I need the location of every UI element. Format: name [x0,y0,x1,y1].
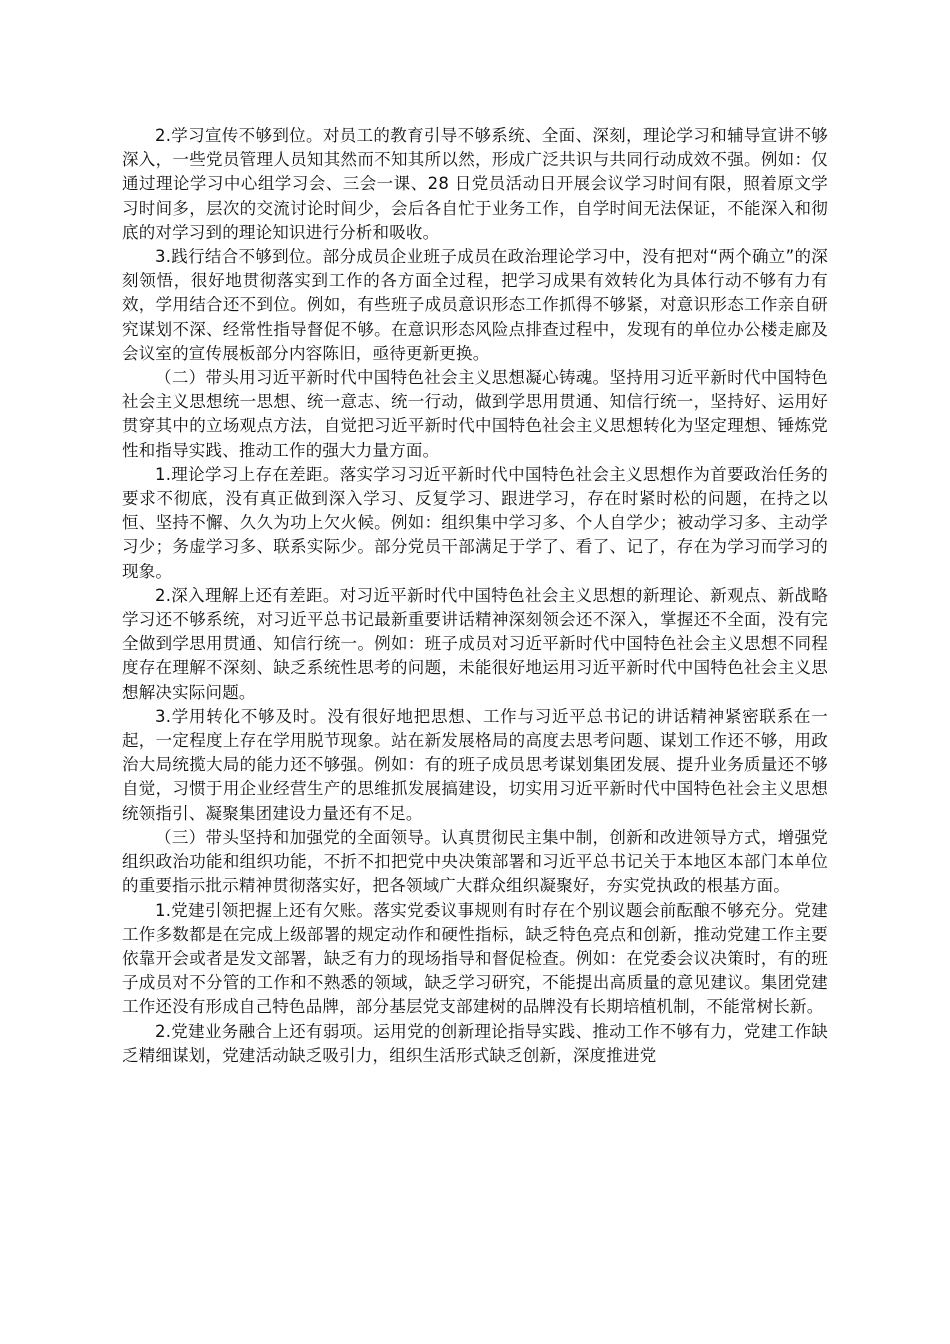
paragraph-party-building-lead: 1.党建引领把握上还有欠账。落实党委议事规则有时存在个别议题会前酝酿不够充分。党建工作多数都是在完成上级部署的规定动作和硬性指标，缺乏特色亮点和创新，推动党建工作主要依靠开会或者是发文部署，缺乏有力的现场指导和督促检查。例如：在党委会议决策时，有的班子成员对不分管的工作和不熟悉的领域，缺乏学习研究，不能提出高质量的意见建议。集团党建工作还没有形成自己特色品牌，部分基层党支部建树的品牌没有长期培植机制，不能常树长新。 [122,900,828,1017]
paragraph-practice-integration: 3.践行结合不够到位。部分成员企业班子成员在政治理论学习中，没有把对“两个确立”的深刻领悟，很好地贯彻落实到工作的各方面全过程，把学习成果有效转化为具体行动不够有力有效，学用结合还不到位。例如，有些班子成员意识形态工作抓得不够紧，对意识形态工作亲自研究谋划不深、经常性指导督促不够。在意识形态风险点排查过程中，发现有的单位办公楼走廊及会议室的宣传展板部分内容陈旧，亟待更新更换。 [122,247,828,363]
document-page [122,124,828,1068]
paragraph-party-business-integration: 2.党建业务融合上还有弱项。运用党的创新理论指导实践、推动工作不够有力，党建工作缺乏精细谋划，党建活动缺乏吸引力，组织生活形式缺乏创新，深度推进党 [122,1021,828,1065]
paragraph-learning-application: 3.学用转化不够及时。没有很好地把思想、工作与习近平总书记的讲话精神紧密联系在一起，一定程度上存在学用脱节现象。站在新发展格局的高度去思考问题、谋划工作还不够，用政治大局统揽大局的能力还不够强。例如：有的班子成员思考谋划集团发展、提升业务质量还不够自觉，习惯于用企业经营生产的思维抓发展搞建设，切实用习近平新时代中国特色社会主义思想统领指引、凝聚集团建设力量还有不足。 [122,706,828,823]
paragraph-deep-understanding: 2.深入理解上还有差距。对习近平新时代中国特色社会主义思想的新理论、新观点、新战略学习还不够系统，对习近平总书记最新重要讲话精神深刻领会还不深入，掌握还不全面，没有完全做到学思用贯通、知信行统一。例如：班子成员对习近平新时代中国特色社会主义思想不同程度存在理解不深刻、缺乏系统性思考的问题，未能很好地运用习近平新时代中国特色社会主义思想解决实际问题。 [122,585,828,702]
paragraph-learning-publicity: 2.学习宣传不够到位。对员工的教育引导不够系统、全面、深刻，理论学习和辅导宣讲不够深入，一些党员管理人员知其然而不知其所以然，形成广泛共识与共同行动成效不强。例如：仅通过理论学习中心组学习会、三会一课、28 日党员活动日开展会议学习时间有限，照着原文学习时间多，层次的交流讨论时间少，会后各自忙于业务工作，自学时间无法保证，不能深入和彻底的对学习到的理论知识进行分析和吸收。 [122,126,828,242]
section-heading-2-paragraph: （二）带头用习近平新时代中国特色社会主义思想凝心铸魂。坚持用习近平新时代中国特色社会主义思想统一思想、统一意志、统一行动，做到学思用贯通、知信行统一，坚持好、运用好贯穿其中的立场观点方法，自觉把习近平新时代中国特色社会主义思想转化为坚定理想、锤炼党性和指导实践、推动工作的强大力量方面。 [122,368,828,460]
paragraph-theory-study: 1.理论学习上存在差距。落实学习习近平新时代中国特色社会主义思想作为首要政治任务的要求不彻底，没有真正做到深入学习、反复学习、跟进学习，存在时紧时松的问题，在持之以恒、坚持不懈、久久为功上欠火候。例如：组织集中学习多、个人自学少；被动学习多、主动学习少；务虚学习多、联系实际少。部分党员干部满足于学了、看了、记了，存在为学习而学习的现象。 [122,464,828,581]
section-heading-3-paragraph: （三）带头坚持和加强党的全面领导。认真贯彻民主集中制，创新和改进领导方式，增强党组织政治功能和组织功能，不折不扣把党中央决策部署和习近平总书记关于本地区本部门本单位的重要指示批示精神贯彻落实好，把各领域广大群众组织凝聚好，夯实党执政的根基方面。 [122,827,828,896]
